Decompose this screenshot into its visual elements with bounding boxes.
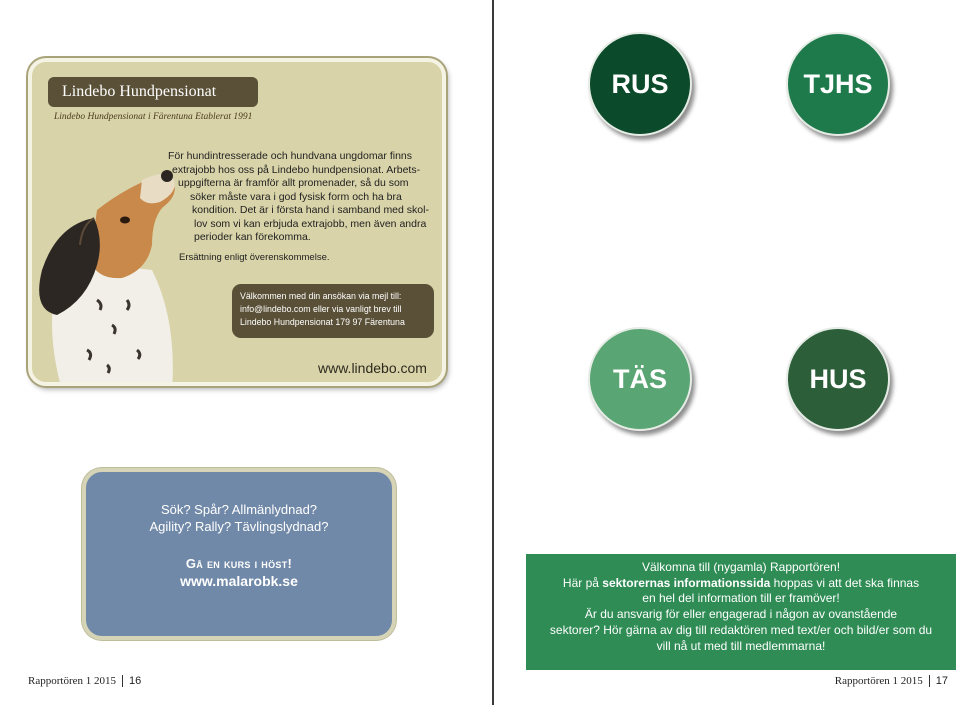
lindebo-body-line: lov som vi kan erbjuda extrajobb, men även andra <box>194 217 427 230</box>
malarobk-url[interactable]: www.malarobk.se <box>180 573 298 589</box>
info-text: Här på <box>562 575 603 590</box>
page-number: 17 <box>935 675 948 687</box>
lindebo-body-line: extrajobb hos oss på Lindebo hundpensionat. Arbets- <box>172 163 421 176</box>
footer-title: Rapportören 1 2015 <box>834 675 923 687</box>
lindebo-body-text <box>162 150 432 245</box>
footer-separator <box>929 675 930 687</box>
info-line: vill nå ut med till medlemmarna! <box>656 638 826 653</box>
lindebo-contact-line: Välkommen med din ansökan via mejl till: <box>240 291 402 301</box>
lindebo-payment-note: Ersättning enligt överenskommelse. <box>179 252 330 263</box>
footer-right <box>835 675 948 687</box>
lindebo-advertisement <box>28 58 446 386</box>
info-text: hoppas vi att det ska finnas <box>770 575 920 590</box>
lindebo-body-line: För hundintresserade och hundvana ungdomar finns <box>168 150 412 162</box>
sector-info-box <box>526 554 956 670</box>
footer-left <box>28 675 141 687</box>
info-bold-text: sektorernas informationssida <box>602 575 771 590</box>
sector-rus-badge: RUS <box>588 32 692 136</box>
sector-tas-badge: TÄS <box>588 327 692 431</box>
malarobk-question-line: Agility? Rally? Tävlingslydnad? <box>149 519 329 534</box>
lindebo-tagline: Lindebo Hundpensionat i Färentuna Etablerat 1991 <box>54 112 253 122</box>
lindebo-body-line: söker måste vara i god fysisk form och ha bra <box>190 190 402 203</box>
footer-separator <box>122 675 123 687</box>
lindebo-body-line: kondition. Det är i första hand i samband med skol- <box>192 204 429 216</box>
lindebo-body-line: perioder kan förekomma. <box>194 231 311 243</box>
sector-tjhs-badge: TJHS <box>786 32 890 136</box>
malarobk-question-line: Sök? Spår? Allmänlydnad? <box>160 502 318 517</box>
info-line: sektorer? Hör gärna av dig till redaktören med text/er och bild/er som du <box>549 622 933 637</box>
malarobk-call-to-action: Gå en kurs i höst! <box>185 556 293 571</box>
lindebo-brand-name: Lindebo Hundpensionat <box>48 77 258 107</box>
sector-hus-badge: HUS <box>786 327 890 431</box>
malarobk-advertisement <box>82 468 396 640</box>
info-line: en hel del information till er framöver! <box>642 591 840 606</box>
info-line: Är du ansvarig för eller engagerad i någon av ovanstående <box>584 607 898 622</box>
lindebo-contact-box <box>232 284 434 338</box>
lindebo-url[interactable]: www.lindebo.com <box>318 360 427 376</box>
page-number: 16 <box>128 675 142 687</box>
footer-title: Rapportören 1 2015 <box>28 675 116 687</box>
lindebo-contact-line: info@lindebo.com eller via vanligt brev till <box>240 304 402 314</box>
info-line: Välkomna till (nygamla) Rapportören! <box>641 560 841 574</box>
page-divider <box>492 0 494 705</box>
lindebo-contact-line: Lindebo Hundpensionat 179 97 Färentuna <box>240 317 405 327</box>
info-line <box>532 576 950 592</box>
lindebo-body-line: uppgifterna är framför allt promenader, så du som <box>178 177 409 189</box>
